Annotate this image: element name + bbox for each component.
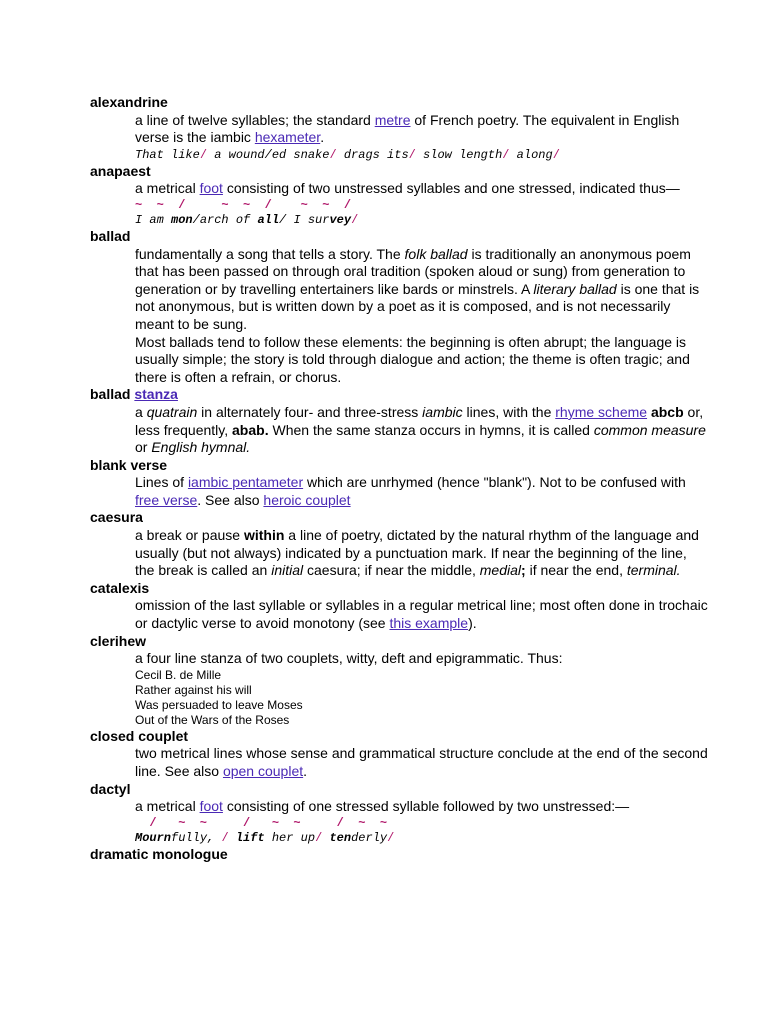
term-closed-couplet: closed couplet [90, 727, 189, 744]
def-text: . [320, 129, 325, 146]
term-dramatic-monologue: dramatic monologue [90, 845, 228, 862]
def-ballad [135, 246, 708, 387]
example-line: I am mon/arch of all/ I survey/ [135, 212, 359, 227]
link-foot[interactable]: foot [199, 798, 223, 815]
def-paragraph: fundamentally a song that tells a story. The folk ballad is traditionally an anonymous poem that has been passed on through oral tradition (spoken aloud or sung) from generation to generation or by travelling entertainers like bards or minstrels. A literary ballad is one that is not anonymous, but is written down by a poet as it is composed, and is not necessarily meant to be sung. [135, 245, 700, 332]
term-dactyl: dactyl [90, 780, 131, 797]
poem-line: Was persuaded to leave Moses [135, 697, 303, 712]
term-ballad: ballad [90, 227, 131, 244]
def-blank-verse: Lines of iambic pentameter which are unrhymed (hence "blank"). Not to be confused with free verse. See also heroic couplet [135, 474, 686, 508]
def-text: of French poetry. The equivalent in English verse is the iambic [135, 111, 680, 146]
link-metre[interactable]: metre [374, 111, 411, 128]
poem-line: Cecil B. de Mille [135, 667, 222, 682]
term-ballad-stanza: ballad stanza [90, 386, 178, 403]
def-dactyl: a metrical foot consisting of one stressed syllable followed by two unstressed:— / ~ ~ / ~ ~ / ~ ~ Mournfully, / lift her up/ tenderly/ [135, 798, 708, 846]
scansion-marks: / ~ ~ / ~ ~ / ~ ~ [135, 815, 388, 830]
link-free-verse[interactable]: free verse [135, 491, 198, 508]
link-stanza[interactable]: stanza [134, 386, 178, 403]
def-caesura: a break or pause within a line of poetry, dictated by the natural rhythm of the language and usually (but not always) indicated by a punctuation mark. If near the beginning of the line, the break is called an initial caesura; if near the middle, medial; if near the end, terminal. [135, 527, 699, 579]
term-alexandrine: alexandrine [90, 94, 168, 110]
scansion-marks: ~ ~ / ~ ~ / ~ ~ / [135, 197, 352, 212]
link-iambic-pentameter[interactable]: iambic pentameter [187, 474, 304, 491]
link-this-example[interactable]: this example [389, 615, 469, 632]
def-ballad-stanza: a quatrain in alternately four- and three-stress iambic lines, with the rhyme scheme abcb or, less frequently, abab. When the same stanza occurs in hymns, it is called common measure or English hymnal. [135, 403, 706, 456]
example-line: That like/ a wound/ed snake/ drags its/ slow length/ along/ [135, 147, 560, 162]
term-anapaest: anapaest [90, 162, 151, 179]
term-blank-verse: blank verse [90, 456, 168, 473]
def-catalexis: omission of the last syllable or syllables in a regular metrical line; most often done in trochaic or dactylic verse to avoid monotony (see this example). [135, 597, 708, 632]
term-clerihew: clerihew [90, 632, 147, 649]
def-anapaest [135, 180, 708, 228]
def-clerihew [135, 650, 708, 728]
link-hexameter[interactable]: hexameter [254, 129, 321, 146]
link-heroic-couplet[interactable]: heroic couplet [263, 491, 351, 508]
def-text: a metrical [135, 180, 200, 197]
def-alexandrine [135, 112, 708, 163]
poem-line: Out of the Wars of the Roses [135, 712, 290, 727]
def-text: a four line stanza of two couplets, witty, deft and epigrammatic. Thus: [135, 650, 563, 667]
example-line: Mournfully, / lift her up/ tenderly/ [135, 830, 395, 845]
def-closed-couplet: two metrical lines whose sense and grammatical structure conclude at the end of the second line. See also open couplet. [135, 745, 708, 779]
def-text: a line of twelve syllables; the standard [135, 111, 375, 128]
def-text: consisting of two unstressed syllables and one stressed, indicated thus— [222, 180, 680, 197]
term-catalexis: catalexis [90, 579, 150, 596]
poem-line: Rather against his will [135, 682, 252, 697]
link-open-couplet[interactable]: open couplet [222, 763, 304, 779]
link-rhyme-scheme[interactable]: rhyme scheme [555, 403, 648, 420]
def-paragraph: Most ballads tend to follow these elements: the beginning is often abrupt; the language is usually simple; the story is told through dialogue and action; the theme is often tragic; and there is often a refrain, or chorus. [135, 333, 690, 385]
term-caesura: caesura [90, 509, 143, 526]
link-foot[interactable]: foot [199, 180, 223, 197]
